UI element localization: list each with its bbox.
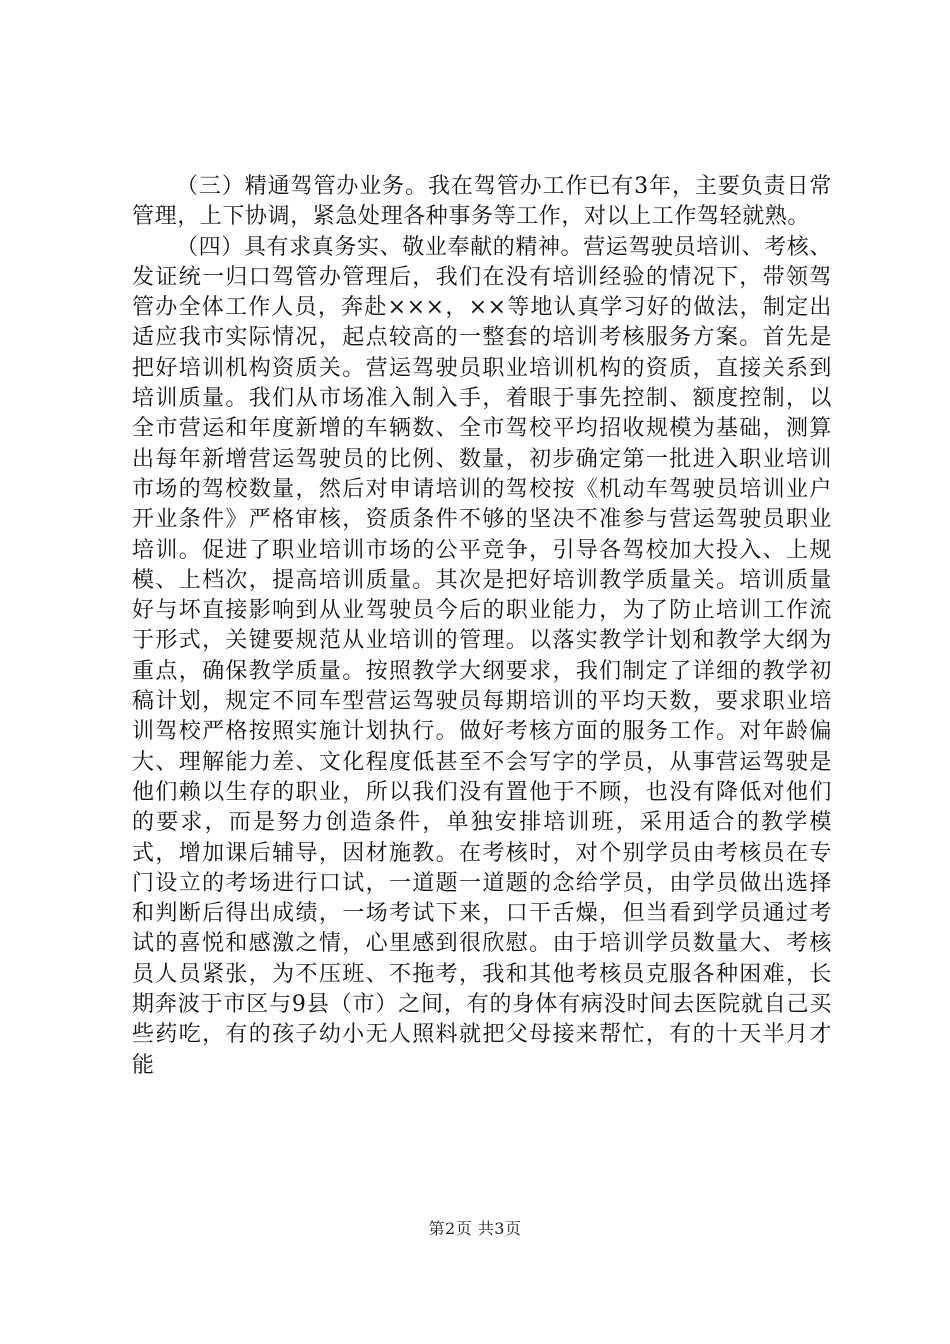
page-footer: 第2页 共3页 bbox=[428, 1219, 522, 1238]
paragraph-4: （四）具有求真务实、敬业奉献的精神。营运驾驶员培训、考核、发证统一归口驾管办管理后，我们在没有培训经验的情况下，带领驾管办全体工作人员，奔赴×××，××等地认真学习好的做法，制定出适应我市实际情况，起点较高的一整套的培训考核服务方案。首先是把好培训机构资质关。营运驾驶员职业培训机构的资质，直接关系到培训质量。我们从市场准入制入手，着眼于事先控制、额度控制，以全市营运和年度新增的车辆数、全市驾校平均招收规模为基础，测算出每年新增营运驾驶员的比例、数量，初步确定第一批进入职业培训市场的驾校数量，然后对申请培训的驾校按《机动车驾驶员培训业户开业条件》严格审核，资质条件不够的坚决不准参与营运驾驶员职业培训。促进了职业培训市场的公平竞争，引导各驾校加大投入、上规模、上档次，提高培训质量。其次是把好培训教学质量关。培训质量好与坏直接影响到从业驾驶员今后的职业能力，为了防止培训工作流于形式，关键要规范从业培训的管理。以落实教学计划和教学大纲为重点，确保教学质量。按照教学大纲要求，我们制定了详细的教学初稿计划，规定不同车型营运驾驶员每期培训的平均天数，要求职业培训驾校严格按照实施计划执行。做好考核方面的服务工作。对年龄偏大、理解能力差、文化程度低甚至不会写字的学员，从事营运驾驶是他们赖以生存的职业，所以我们没有置他于不顾，也没有降低对他们的要求，而是努力创造条件，单独安排培训班，采用适合的教学模式，增加课后辅导，因材施教。在考核时，对个别学员由考核员在专门设立的考场进行口试，一道题一道题的念给学员，由学员做出选择和判断后得出成绩，一场考试下来，口干舌燥，但当看到学员通过考试的喜悦和感激之情，心里感到很欣慰。由于培训学员数量大、考核员人员紧张，为不压班、不拖考，我和其他考核员克服各种困难，长期奔波于市区与9县（市）之间，有的身体有病没时间去医院就自己买些药吃，有的孩子幼小无人照料就把父母接来帮忙，有的十天半月才能 bbox=[132, 234, 832, 1078]
document-body bbox=[132, 172, 832, 1081]
paragraph-3: （三）精通驾管办业务。我在驾管办工作已有3年，主要负责日常管理，上下协调，紧急处理各种事务等工作，对以上工作驾轻就熟。 bbox=[132, 174, 832, 230]
